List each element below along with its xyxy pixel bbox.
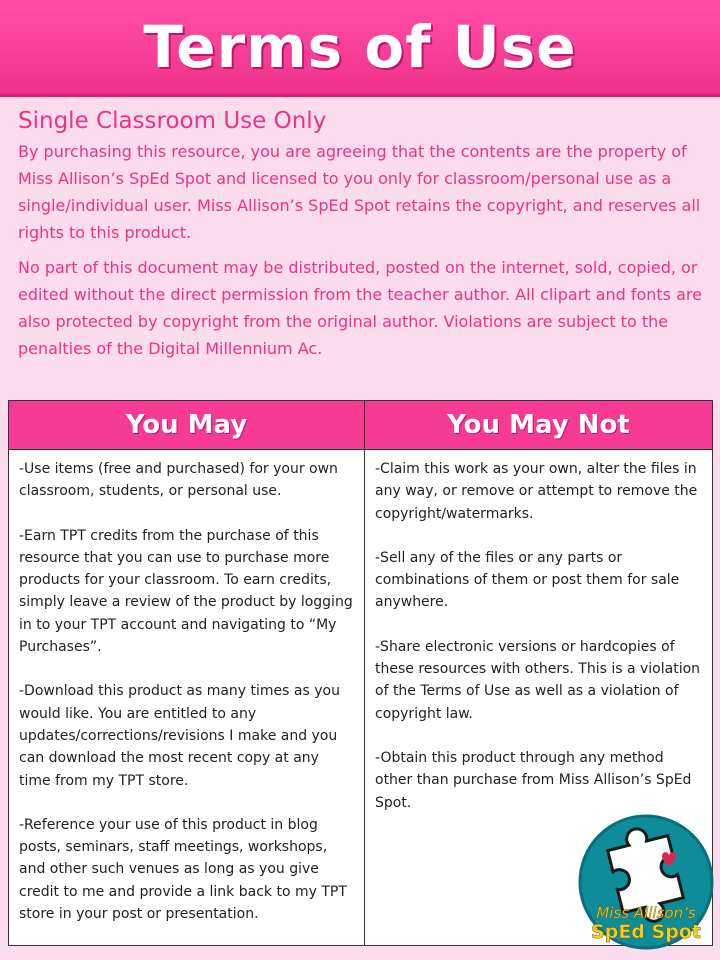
section-subtitle: Single Classroom Use Only: [18, 108, 327, 134]
intro-paragraph-1: By purchasing this resource, you are agreeing that the contents are the property of Miss Allison’s SpEd Spot and licensed to you only for classroom/personal use as a single/individual user. Miss Allison’s SpEd Spot retains the copyright, and reserves all rights to this product.: [18, 142, 701, 242]
you-may-cell: [9, 450, 365, 946]
you-may-header: You May: [9, 401, 365, 450]
may-not-item: -Obtain this product through any method other than purchase from Miss Allison’s SpEd Spot.: [375, 749, 692, 811]
title-banner: [0, 0, 720, 97]
intro-paragraph-2: No part of this document may be distributed, posted on the internet, sold, copied, or edited without the direct permission from the teacher author. All clipart and fonts are also protected by copyright from the original author. Violations are subject to the penalties of the Digital Millennium Ac.: [18, 258, 702, 358]
may-not-item: -Share electronic versions or hardcopies of these resources with others. This is a violation of the Terms of Use as well as a violation of copyright law.: [375, 638, 701, 722]
you-may-not-header: You May Not: [365, 401, 713, 450]
may-item: -Earn TPT credits from the purchase of this resource that you can use to purchase more products for your classroom. To earn credits, simply leave a review of the product by logging in to your TPT account and navigating to “My Purchases”.: [19, 527, 353, 656]
may-not-item: -Sell any of the files or any parts or combinations of them or post them for sale anywhere.: [375, 549, 680, 611]
puzzle-piece-heart-icon: [576, 812, 716, 952]
brand-logo: [576, 812, 716, 952]
may-item: -Use items (free and purchased) for your own classroom, students, or personal use.: [19, 461, 338, 500]
intro-section: [18, 108, 708, 370]
table-header-row: [9, 401, 713, 450]
logo-text-line2: SpEd Spot: [591, 921, 701, 943]
may-not-item: -Claim this work as your own, alter the files in any way, or remove or attempt to remove the copyright/watermarks.: [375, 461, 698, 522]
may-item: -Download this product as many times as you would like. You are entitled to any updates/corrections/revisions I make and you can download the most recent copy at any time from my TPT store.: [19, 683, 340, 789]
may-item: -Reference your use of this product in blog posts, seminars, staff meetings, workshops, and other such venues as long as you give credit to me and provide a link back to my TPT store in your post or presentation.: [19, 816, 347, 923]
page-title: Terms of Use: [143, 13, 577, 81]
logo-text-line1: Miss Allison’s: [596, 904, 696, 922]
